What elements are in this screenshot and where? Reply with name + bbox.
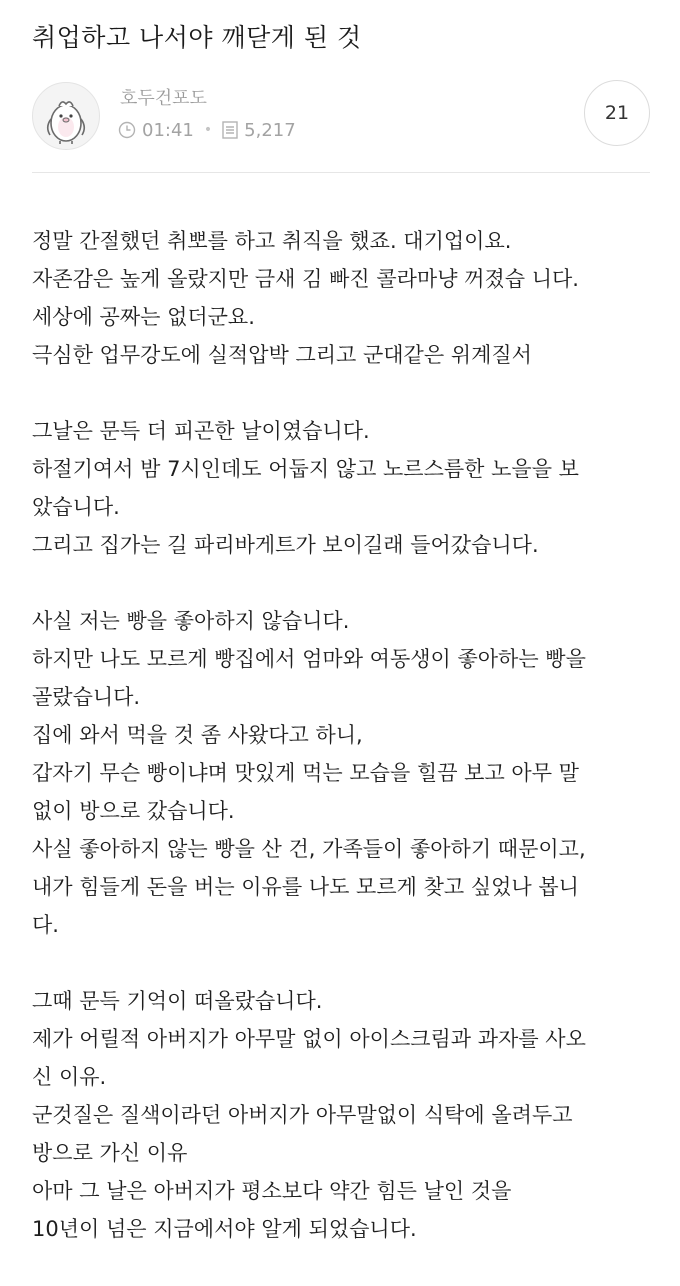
body-line: 하절기여서 밤 7시인데도 어둡지 않고 노르스름한 노을을 보 — [32, 457, 579, 481]
body-line: 신 이유. — [32, 1065, 107, 1089]
body-line: 다. — [32, 913, 59, 937]
body-line: 군것질은 질색이라던 아버지가 아무말없이 식탁에 올려두고 — [32, 1103, 573, 1127]
body-line: 사실 좋아하지 않는 빵을 산 건, 가족들이 좋아하기 때문이고, — [32, 837, 586, 861]
divider — [32, 172, 650, 173]
post-time: 01:41 — [142, 119, 194, 141]
author-name[interactable]: 호두건포도 — [120, 88, 207, 109]
body-line: 방으로 가신 이유 — [32, 1141, 188, 1165]
body-paragraph — [32, 412, 650, 564]
body-line: 세상에 공짜는 없더군요. — [32, 305, 255, 329]
body-line: 사실 저는 빵을 좋아하지 않습니다. — [32, 609, 350, 633]
body-line: 하지만 나도 모르게 빵집에서 엄마와 여동생이 좋아하는 빵을 — [32, 647, 586, 671]
post-title: 취업하고 나서야 깨닫게 된 것 — [32, 23, 362, 52]
clock-icon — [118, 121, 136, 139]
penguin-avatar-icon[interactable] — [32, 82, 100, 150]
body-line: 10년이 넘은 지금에서야 알게 되었습니다. — [32, 1217, 417, 1241]
body-paragraph — [32, 982, 650, 1248]
body-line: 그날은 문득 더 피곤한 날이였습니다. — [32, 419, 370, 443]
author-row — [32, 80, 650, 152]
body-line: 내가 힘들게 돈을 버는 이유를 나도 모르게 찾고 싶었나 봅니 — [32, 875, 579, 899]
body-line: 극심한 업무강도에 실적압박 그리고 군대같은 위계질서 — [32, 343, 532, 367]
body-line: 골랐습니다. — [32, 685, 141, 709]
body-line: 집에 와서 먹을 것 좀 사왔다고 하니, — [32, 723, 363, 747]
body-line: 정말 간절했던 취뽀를 하고 취직을 했죠. 대기업이요. — [32, 229, 512, 253]
body-line: 제가 어릴적 아버지가 아무말 없이 아이스크림과 과자를 사오 — [32, 1027, 586, 1051]
body-line: 았습니다. — [32, 495, 120, 519]
post-meta — [118, 118, 296, 142]
body-line: 그리고 집가는 길 파리바게트가 보이길래 들어갔습니다. — [32, 533, 539, 557]
body-paragraph — [32, 222, 650, 374]
body-line: 갑자기 무슨 빵이냐며 맛있게 먹는 모습을 힐끔 보고 아무 말 — [32, 761, 579, 785]
comment-count-button[interactable]: 21 — [584, 80, 650, 146]
document-icon — [222, 121, 238, 139]
body-line: 아마 그 날은 아버지가 평소보다 약간 힘든 날인 것을 — [32, 1179, 512, 1203]
post-body — [32, 222, 650, 1286]
body-line: 자존감은 높게 올랐지만 금새 김 빠진 콜라마냥 꺼졌습 니다. — [32, 267, 579, 291]
meta-separator: • — [203, 122, 213, 138]
view-count: 5,217 — [244, 119, 296, 141]
body-line: 그때 문득 기억이 떠올랐습니다. — [32, 989, 323, 1013]
body-paragraph — [32, 602, 650, 944]
body-line: 없이 방으로 갔습니다. — [32, 799, 235, 823]
